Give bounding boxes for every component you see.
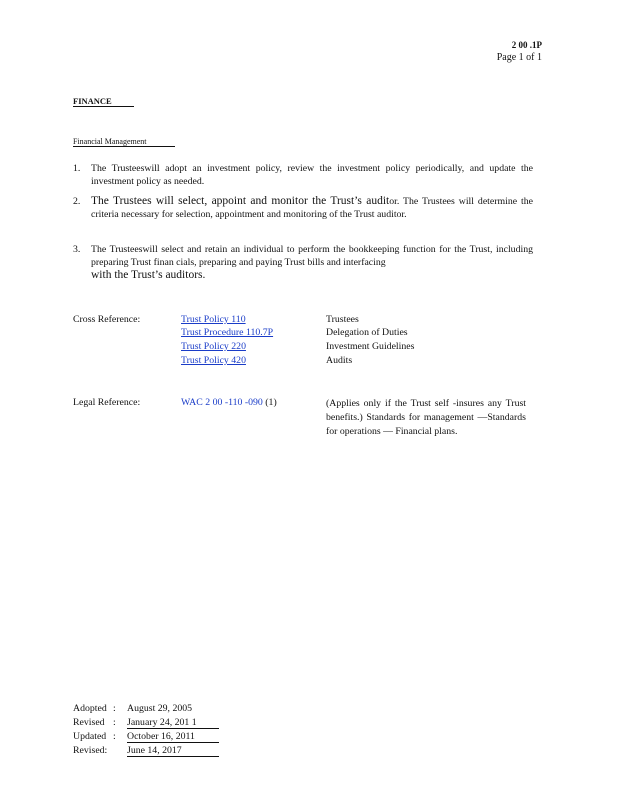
cross-ref-link-policy-220[interactable]: Trust Policy 220 <box>181 341 246 352</box>
cross-ref-link-procedure-110-7p[interactable]: Trust Procedure 110.7P <box>181 327 274 338</box>
cross-ref-link-policy-420[interactable]: Trust Policy 420 <box>181 355 246 366</box>
footer-adopted: Adopted : August 29, 2005 <box>73 703 193 714</box>
cross-ref-desc: Investment Guidelines <box>326 341 415 352</box>
footer-revised: Revised : January 24, 201 1 <box>73 717 219 729</box>
section-title: FINANCE <box>73 96 134 107</box>
legal-ref-entry <box>181 397 277 408</box>
legal-ref-link-wac[interactable]: WAC 2 00 -110 -090 <box>181 397 263 408</box>
legal-ref-suffix: (1) <box>262 397 277 408</box>
cross-ref-desc: Audits <box>326 355 353 366</box>
item-text: The Trustees will select, appoint and monitor the Trust’s auditor. The Trustees will determine the criteria necessary for selection, appointment and monitoring of the Trust auditor. <box>91 195 533 220</box>
section-subtitle: Financial Management <box>73 137 175 147</box>
legal-ref-desc: (Applies only if the Trust self -insures any Trust benefits.) Standards for management —Standards for operations — Financial plans. <box>326 398 526 437</box>
cross-reference-label: Cross Reference: <box>73 314 141 325</box>
footer-updated: Updated : October 16, 2011 <box>73 731 219 743</box>
cross-ref-link-policy-110[interactable]: Trust Policy 110 <box>181 314 246 325</box>
item-text: The Trusteeswill adopt an investment policy, review the investment policy periodically, and update the investment policy as needed. <box>91 163 533 187</box>
policy-code: 2 00 .1P <box>511 40 542 50</box>
item-number: 1. <box>73 163 81 174</box>
item-text: The Trusteeswill select and retain an individual to perform the bookkeeping function for the Trust, including preparing Trust finan cials, preparing and paying Trust bills and interfacing with the Trust’s auditors. <box>91 244 533 281</box>
legal-reference-label: Legal Reference: <box>73 397 141 408</box>
policy-item-3 <box>73 243 533 282</box>
cross-ref-desc: Delegation of Duties <box>326 327 408 338</box>
cross-ref-desc: Trustees <box>326 314 359 325</box>
item-number: 3. <box>73 244 81 255</box>
policy-item-1 <box>73 162 533 188</box>
item-number: 2. <box>73 196 81 207</box>
page-number: Page 1 of 1 <box>496 52 542 63</box>
footer-revised-2: Revised: June 14, 2017 <box>73 745 219 757</box>
policy-item-2 <box>73 195 533 221</box>
